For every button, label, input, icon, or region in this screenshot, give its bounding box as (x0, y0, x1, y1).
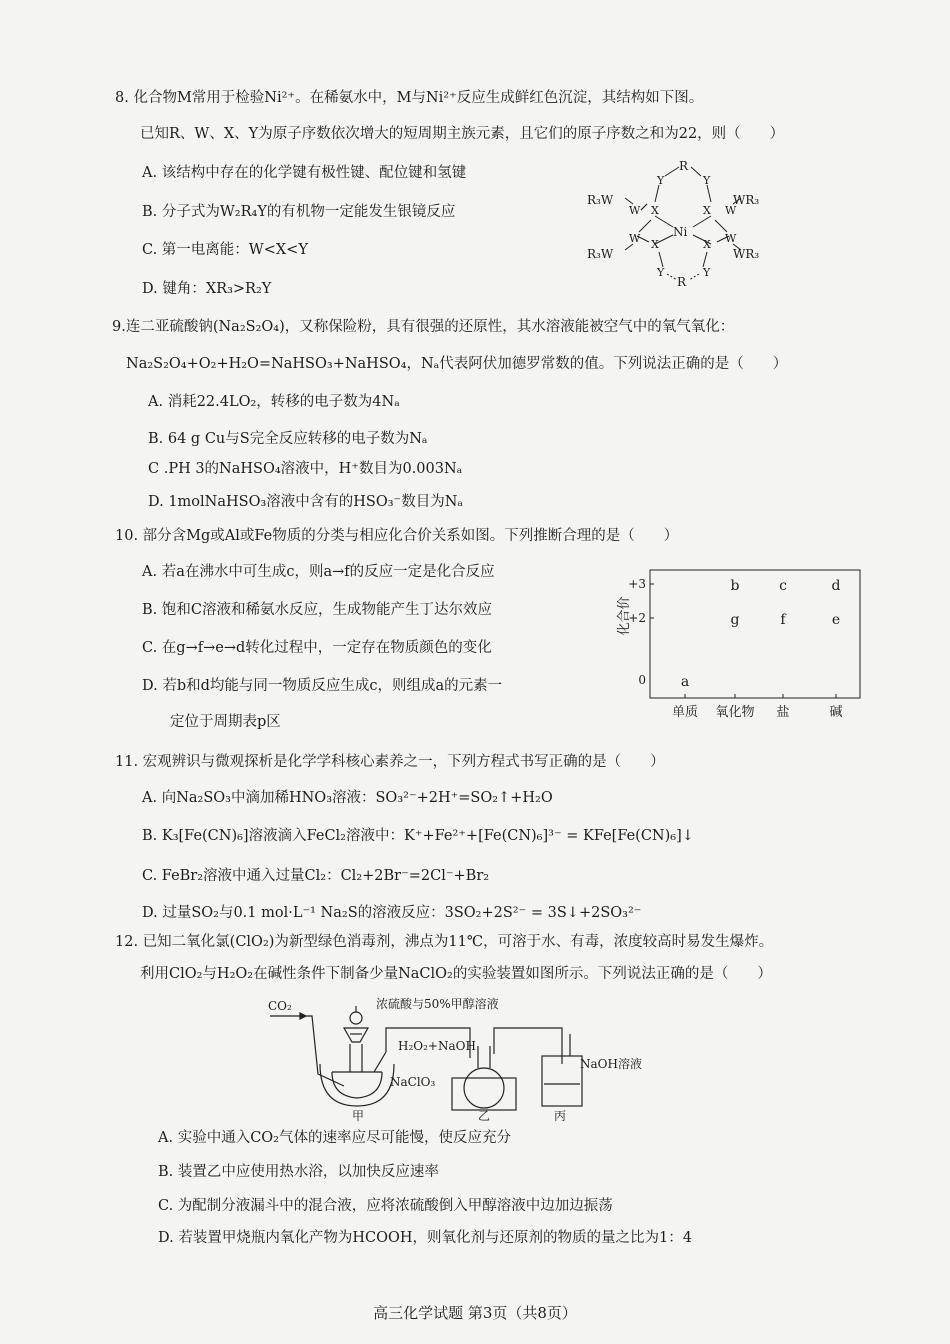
q9-stem-line1: 9.连二亚硫酸钠(Na₂S₂O₄)，又称保险粉，具有很强的还原性，其水溶液能被空气中的氧气氧化： (112, 319, 735, 335)
q9-stem-line2: Na₂S₂O₄+O₂+H₂O=NaHSO₃+NaHSO₄，Nₐ代表阿伏加德罗常数的值。下列说法正确的是（ ） (126, 356, 788, 372)
q10-option-c: C. 在g→f→e→d转化过程中，一定存在物质颜色的变化 (142, 640, 492, 656)
struct-WR3-right-top: WR₃ (733, 193, 760, 207)
apparatus-jia: 甲 (352, 1109, 365, 1122)
q9-option-b: B. 64 g Cu与S完全反应转移的电子数为Nₐ (148, 431, 428, 447)
q12-option-b: B. 装置乙中应使用热水浴，以加快反应速率 (158, 1164, 439, 1180)
chart-point-b: b (730, 578, 740, 594)
chart-ylabel: 化合价 (617, 596, 632, 636)
struct-W-right-top: W (725, 204, 737, 217)
struct-Y-bottom-left: Y (657, 266, 665, 279)
q8-structure-diagram (585, 152, 785, 292)
struct-W-left-top: W (629, 204, 641, 217)
apparatus-naoh-label: NaOH溶液 (580, 1057, 642, 1071)
q8-option-c: C. 第一电离能：W<X<Y (142, 242, 308, 258)
q12-option-a: A. 实验中通入CO₂气体的速率应尽可能慢，使反应充分 (158, 1130, 511, 1146)
q12-option-d: D. 若装置甲烧瓶内氧化产物为HCOOH，则氧化剂与还原剂的物质的量之比为1：4 (158, 1230, 692, 1246)
apparatus-naclo3-label: NaClO₃ (390, 1075, 436, 1089)
chart-ytick: +3 (628, 577, 646, 591)
struct-Y-top-right: Y (703, 174, 711, 187)
q9-option-d: D. 1molNaHSO₃溶液中含有的HSO₃⁻数目为Nₐ (148, 494, 463, 510)
struct-R3W-left-top: R₃W (587, 193, 614, 207)
apparatus-yi: 乙 (478, 1109, 491, 1122)
chart-point-g: g (730, 612, 740, 628)
chart-ytick: 0 (638, 673, 646, 687)
struct-X-right-bottom: X (703, 238, 711, 251)
chart-xtick: 盐 (776, 705, 790, 720)
struct-WR3-right-bottom: WR₃ (733, 247, 760, 261)
chart-xtick: 碱 (829, 705, 843, 720)
chart-point-e: e (831, 612, 841, 628)
chart-point-c: c (779, 578, 787, 594)
struct-Ni: Ni (673, 225, 688, 239)
q11-option-b: B. K₃[Fe(CN)₆]溶液滴入FeCl₂溶液中：K⁺+Fe²⁺+[Fe(CN)₆]³⁻ = KFe[Fe(CN)₆]↓ (142, 828, 694, 844)
q11-stem: 11. 宏观辨识与微观探析是化学学科核心素养之一，下列方程式书写正确的是（ ） (115, 754, 665, 770)
apparatus-h2o2-label: H₂O₂+NaOH (398, 1039, 476, 1053)
chart-point-d: d (831, 578, 841, 594)
chart-xtick: 单质 (671, 705, 699, 720)
q8-stem-line2: 已知R、W、X、Y为原子序数依次增大的短周期主族元素，且它们的原子序数之和为22，则（ ） (140, 126, 785, 142)
chart-point-a: a (680, 674, 690, 690)
q10-option-a: A. 若a在沸水中可生成c，则a→f的反应一定是化合反应 (142, 564, 495, 580)
struct-R-top: R (679, 159, 689, 173)
page-footer: 高三化学试题 第3页（共8页） (373, 1304, 577, 1322)
struct-R3W-left-bottom: R₃W (587, 247, 614, 261)
apparatus-co2: CO₂ (268, 999, 292, 1013)
struct-W-right-bottom: W (725, 232, 737, 245)
q12-stem-line1: 12. 已知二氧化氯(ClO₂)为新型绿色消毒剂，沸点为11℃，可溶于水、有毒，浓度较高时易发生爆炸。 (115, 934, 774, 950)
struct-Y-bottom-right: Y (703, 266, 711, 279)
q8-option-d: D. 键角：XR₃>R₂Y (142, 281, 272, 297)
q12-option-c: C. 为配制分液漏斗中的混合液，应将浓硫酸倒入甲醇溶液中边加边振荡 (158, 1198, 613, 1214)
q10-option-b: B. 饱和C溶液和稀氨水反应，生成物能产生丁达尔效应 (142, 602, 492, 618)
struct-X-right-top: X (703, 204, 711, 217)
struct-W-left-bottom: W (629, 232, 641, 245)
q10-stem: 10. 部分含Mg或Al或Fe物质的分类与相应化合价关系如图。下列推断合理的是（ ） (115, 528, 679, 544)
apparatus-funnel-label: 浓硫酸与50%甲醇溶液 (376, 997, 499, 1011)
q10-valence-chart (600, 560, 870, 720)
q9-option-c: C .PH 3的NaHSO₄溶液中，H⁺数目为0.003Nₐ (148, 461, 463, 477)
q8-option-a: A. 该结构中存在的化学键有极性键、配位键和氢键 (142, 165, 467, 181)
q8-option-b: B. 分子式为W₂R₄Y的有机物一定能发生银镜反应 (142, 204, 456, 220)
struct-X-left-bottom: X (651, 238, 659, 251)
q10-option-d: D. 若b和d均能与同一物质反应生成c，则组成a的元素一 (142, 678, 503, 694)
q9-option-a: A. 消耗22.4LO₂，转移的电子数为4Nₐ (148, 394, 400, 410)
apparatus-bing: 丙 (554, 1109, 567, 1122)
q11-option-d: D. 过量SO₂与0.1 mol·L⁻¹ Na₂S的溶液反应：3SO₂+2S²⁻ = 3S↓+2SO₃²⁻ (142, 905, 642, 921)
struct-X-left-top: X (651, 204, 659, 217)
q11-option-a: A. 向Na₂SO₃中滴加稀HNO₃溶液：SO₃²⁻+2H⁺=SO₂↑+H₂O (142, 790, 553, 806)
struct-Y-top-left: Y (657, 174, 665, 187)
struct-R-bottom: R (677, 275, 687, 289)
chart-xtick: 氧化物 (715, 705, 755, 720)
q10-option-d-cont: 定位于周期表p区 (170, 714, 281, 730)
chart-ytick: +2 (628, 611, 646, 625)
q11-option-c: C. FeBr₂溶液中通入过量Cl₂：Cl₂+2Br⁻=2Cl⁻+Br₂ (142, 868, 490, 884)
q12-apparatus-diagram (262, 994, 662, 1122)
q12-stem-line2: 利用ClO₂与H₂O₂在碱性条件下制备少量NaClO₂的实验装置如图所示。下列说法正确的是（ ） (140, 966, 772, 982)
chart-point-f: f (780, 612, 786, 628)
q8-stem-line1: 8. 化合物M常用于检验Ni²⁺。在稀氨水中，M与Ni²⁺反应生成鲜红色沉淀，其结构如下图。 (115, 90, 704, 106)
